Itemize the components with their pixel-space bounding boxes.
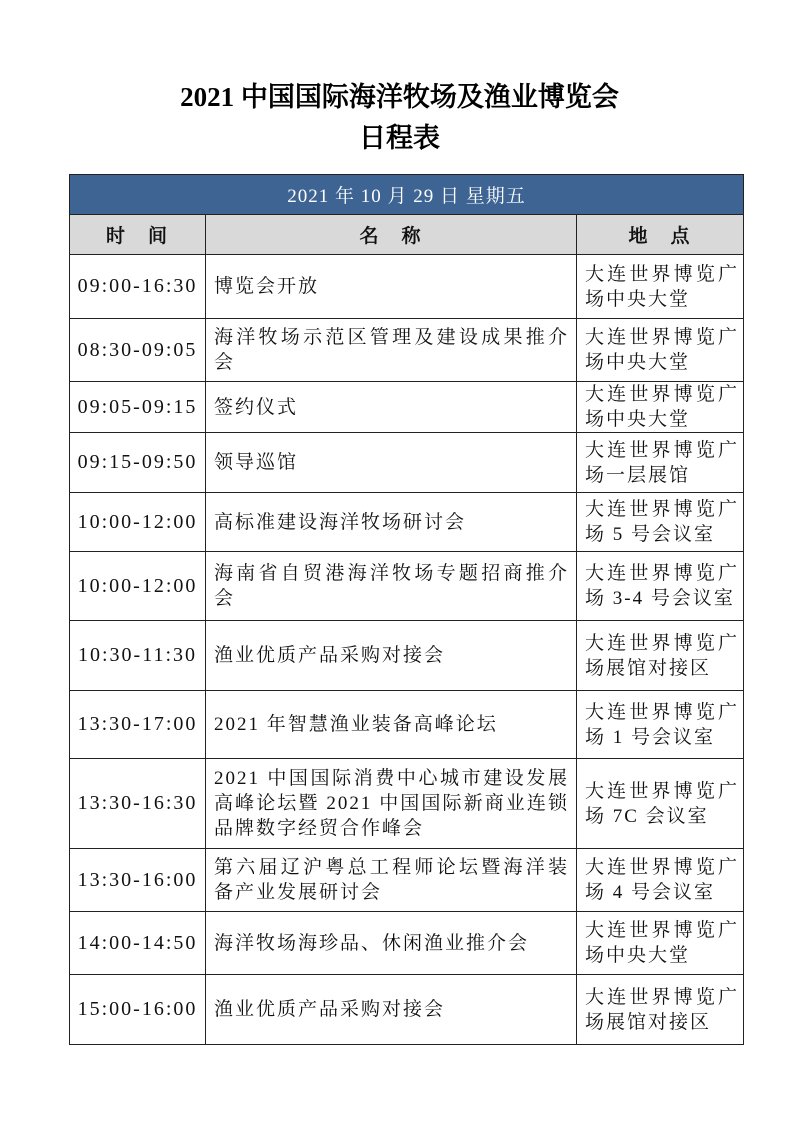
location-line: 大连世界博览广	[585, 632, 739, 654]
time-cell	[70, 691, 206, 758]
location-cell	[577, 849, 743, 911]
location-line: 场 5 号会议室	[585, 524, 716, 545]
table-row	[70, 319, 743, 382]
event-name-cell	[206, 433, 577, 492]
time-cell	[70, 759, 206, 848]
location-line: 场中央大堂	[585, 288, 691, 310]
event-name-line: 2021 年智慧渔业装备高峰论坛	[214, 714, 498, 735]
location-cell	[577, 319, 743, 381]
location-cell	[577, 382, 743, 432]
event-name-cell	[206, 255, 577, 318]
event-name-cell	[206, 912, 577, 974]
time-cell	[70, 433, 206, 492]
column-header-time: 时 间	[70, 215, 206, 254]
location-line: 大连世界博览广	[585, 263, 739, 285]
location-line: 大连世界博览广	[585, 701, 739, 723]
location-line: 大连世界博览广	[585, 499, 739, 520]
location-line: 大连世界博览广	[585, 439, 739, 461]
time-text: 13:30-16:30	[77, 792, 198, 814]
event-name-cell	[206, 621, 577, 690]
time-cell	[70, 912, 206, 974]
table-row	[70, 975, 743, 1044]
location-line: 大连世界博览广	[585, 327, 739, 348]
table-row	[70, 691, 743, 759]
time-text: 10:00-12:00	[77, 574, 198, 597]
column-header-name: 名 称	[206, 215, 577, 254]
event-name-line: 领导巡馆	[214, 452, 299, 473]
time-text: 13:30-16:00	[77, 868, 198, 891]
location-line: 大连世界博览广	[585, 920, 739, 941]
table-row	[70, 912, 743, 975]
event-name-line: 博览会开放	[214, 276, 320, 297]
event-name-line: 渔业优质产品采购对接会	[214, 645, 446, 666]
location-line: 场中央大堂	[585, 409, 691, 430]
location-line: 场中央大堂	[585, 352, 691, 373]
location-line: 场展馆对接区	[585, 1011, 712, 1033]
table-row	[70, 493, 743, 552]
time-cell	[70, 621, 206, 690]
time-cell	[70, 319, 206, 381]
location-line: 场 4 号会议室	[585, 882, 716, 903]
time-text: 08:30-09:05	[77, 338, 198, 361]
event-name-line: 海南省自贸港海洋牧场专题招商推介	[214, 563, 569, 584]
time-text: 10:30-11:30	[77, 644, 198, 666]
table-header-row	[70, 215, 743, 255]
location-line: 场一层展馆	[585, 464, 691, 486]
time-text: 09:15-09:50	[77, 451, 198, 473]
time-cell	[70, 493, 206, 551]
time-cell	[70, 849, 206, 911]
location-cell	[577, 975, 743, 1044]
event-name-cell	[206, 552, 577, 620]
page-title: 2021 中国国际海洋牧场及渔业博览会	[180, 82, 619, 112]
title-block	[0, 77, 799, 159]
table-body	[70, 255, 743, 1044]
location-line: 大连世界博览广	[585, 986, 739, 1008]
time-text: 14:00-14:50	[77, 931, 198, 954]
event-name-cell	[206, 691, 577, 758]
time-text: 13:30-17:00	[77, 713, 198, 735]
location-cell	[577, 552, 743, 620]
location-line: 大连世界博览广	[585, 780, 739, 802]
location-line: 场中央大堂	[585, 945, 691, 966]
event-name-line: 签约仪式	[214, 396, 299, 418]
event-name-line: 高标准建设海洋牧场研讨会	[214, 511, 467, 533]
event-name-cell	[206, 759, 577, 848]
location-line: 场 1 号会议室	[585, 726, 716, 748]
table-row	[70, 382, 743, 433]
event-name-line: 海洋牧场示范区管理及建设成果推介	[214, 327, 569, 348]
location-cell	[577, 912, 743, 974]
location-line: 场 7C 会议室	[585, 805, 709, 827]
table-row	[70, 433, 743, 493]
time-text: 09:05-09:15	[77, 395, 198, 418]
column-header-location: 地 点	[628, 226, 692, 247]
event-name-cell	[206, 493, 577, 551]
schedule-table	[69, 174, 744, 1045]
time-cell	[70, 975, 206, 1044]
location-line: 场 3-4 号会议室	[585, 588, 735, 609]
location-cell	[577, 255, 743, 318]
event-name-line: 海洋牧场海珍品、休闲渔业推介会	[214, 932, 530, 954]
table-row	[70, 621, 743, 691]
time-cell	[70, 552, 206, 620]
event-name-line: 2021 中国国际消费中心城市建设发展	[214, 768, 569, 789]
table-row	[70, 255, 743, 319]
event-name-line: 备产业发展研讨会	[214, 882, 383, 903]
event-name-line: 第六届辽沪粤总工程师论坛暨海洋装	[214, 857, 569, 878]
event-name-line: 高峰论坛暨 2021 中国国际新商业连锁	[214, 793, 569, 814]
event-name-line: 渔业优质产品采购对接会	[214, 999, 446, 1020]
table-row	[70, 849, 743, 912]
table-row	[70, 759, 743, 849]
event-name-cell	[206, 849, 577, 911]
event-name-cell	[206, 382, 577, 432]
page-subtitle: 日程表	[359, 123, 440, 153]
event-name-line: 会	[214, 588, 236, 609]
location-cell	[577, 691, 743, 758]
event-name-cell	[206, 319, 577, 381]
table-row	[70, 552, 743, 621]
time-text: 10:00-12:00	[77, 510, 198, 533]
location-line: 大连世界博览广	[585, 384, 739, 405]
time-cell	[70, 255, 206, 318]
time-text: 09:00-16:30	[77, 275, 198, 297]
time-cell	[70, 382, 206, 432]
location-cell	[577, 433, 743, 492]
location-cell	[577, 621, 743, 690]
location-line: 大连世界博览广	[585, 563, 739, 584]
location-line: 场展馆对接区	[585, 657, 712, 679]
location-cell	[577, 759, 743, 848]
event-name-cell	[206, 975, 577, 1044]
event-name-line: 会	[214, 352, 236, 373]
location-line: 大连世界博览广	[585, 857, 739, 878]
date-banner: 2021 年 10 月 29 日 星期五	[70, 175, 743, 215]
time-text: 15:00-16:00	[77, 998, 198, 1020]
event-name-line: 品牌数字经贸合作峰会	[214, 818, 425, 839]
location-cell	[577, 493, 743, 551]
